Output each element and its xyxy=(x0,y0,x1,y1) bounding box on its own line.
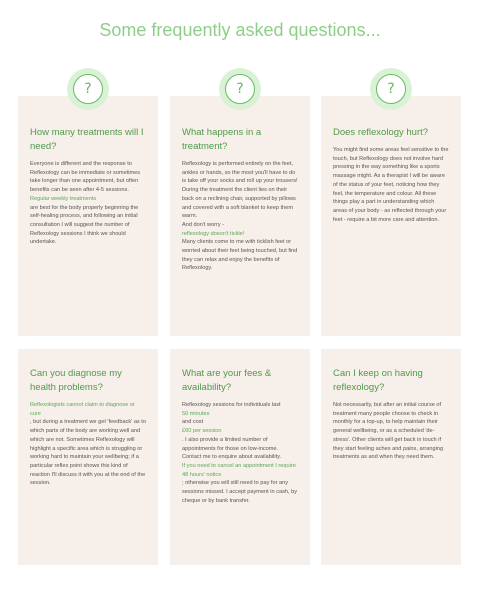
faq-card xyxy=(321,349,461,565)
faq-card xyxy=(321,81,461,336)
question-icon: ? xyxy=(73,74,103,104)
question-icon-badge xyxy=(67,68,109,110)
faq-question: Can I keep on having reflexology? xyxy=(333,368,423,393)
answer-text: Many clients come to me with ticklish feet or worried about their feet being touched, but find they can relax and enjoy the benefits of Reflexology. xyxy=(182,239,298,272)
page-title: Some frequently asked questions... xyxy=(99,20,381,40)
faq-card xyxy=(18,349,158,565)
answer-text: are best for the body properly beginning the self-healing process, and following an initial consultation I will suggest the number of Reflexology sessions I think we should undertake. xyxy=(30,204,139,246)
answer-highlight-text: Regular weekly treatments xyxy=(30,195,97,202)
answer-highlight-text: Reflexologists cannot claim to diagnose or cure xyxy=(30,402,135,417)
answer-text: Everyone is different and the response to Reflexology can be immediate or sometimes take longer than one appointment, but often benefits can be seen after 4-5 sessions. xyxy=(30,161,141,194)
faq-card xyxy=(170,349,310,565)
faq-answer xyxy=(333,401,449,462)
faq-question: What are your fees & availability? xyxy=(182,368,272,393)
faq-question: What happens in a treatment? xyxy=(182,127,262,152)
faq-answer xyxy=(30,160,146,247)
faq-answer xyxy=(30,401,146,488)
answer-text: , but during a treatment we get 'feedback' as to which parts of the body are working well and which are not. Sometimes Reflexology will highlight a specific area which is struggling or working hard to maintain your wellbeing; if a particular reflex point shows this kind of reaction I'll discuss it with you at the end of the session. xyxy=(30,419,146,487)
faq-answer xyxy=(182,401,298,505)
faq-card xyxy=(18,81,158,336)
answer-text: Reflexology is performed entirely on the feet, ankles or hands, so the most you'll have to do is take off your socks and roll up your trousers! During the treatment the client lies on their back on a reclining chair, supported by pillows and covered with a soft blanket to keep them warm. xyxy=(182,161,298,220)
answer-text: . I also provide a limited number of appointments for those on low-income. Contact me to enquire about availability. xyxy=(182,436,282,461)
faq-question: Can you diagnose my health problems? xyxy=(30,368,122,393)
answer-highlight-text: 50 minutes xyxy=(182,410,210,417)
faq-card xyxy=(170,81,310,336)
question-icon-badge xyxy=(219,68,261,110)
answer-text: You might find some areas feel sensitive to the touch, but Reflexology does not involve hard pressing in the way something like a sports massage might. As a therapist I will be aware of the status of your feet, noticing how they feel, the temperature and colour. All these things play a part in understanding which areas of your body - as reflected through your feet - require a bit more care and attention. xyxy=(333,147,449,223)
answer-text: and cost xyxy=(182,419,204,426)
question-icon: ? xyxy=(376,74,406,104)
answer-text: Not necessarily, but after an initial course of treatment many people choose to check in monthly for a top-up, to help maintain their general wellbeing, or as a scheduled 'de-stress'. Other clients will get back in touch if they start feeling aches and pains, arranging treatments as and when they need them. xyxy=(333,402,444,461)
answer-highlight-text: If you need to cancel an appointment I require 48 hours' notice xyxy=(182,462,296,478)
faq-question: How many treatments will I need? xyxy=(30,127,144,152)
question-icon-badge xyxy=(370,68,412,110)
question-icon: ? xyxy=(225,74,255,104)
faq-answer xyxy=(182,160,298,273)
faq-question: Does reflexology hurt? xyxy=(333,127,429,138)
answer-text: And don't worry - xyxy=(182,221,225,228)
faq-answer xyxy=(333,146,449,224)
answer-text: Reflexology sessions for individuals last xyxy=(182,402,281,408)
answer-highlight-text: £60 per session xyxy=(182,428,222,435)
answer-text: ; otherwise you will still need to pay for any sessions missed. I accept payment in cash, by cheque or by bank transfer. xyxy=(182,480,298,504)
answer-highlight-text: reflexology doesn't tickle! xyxy=(182,230,245,237)
